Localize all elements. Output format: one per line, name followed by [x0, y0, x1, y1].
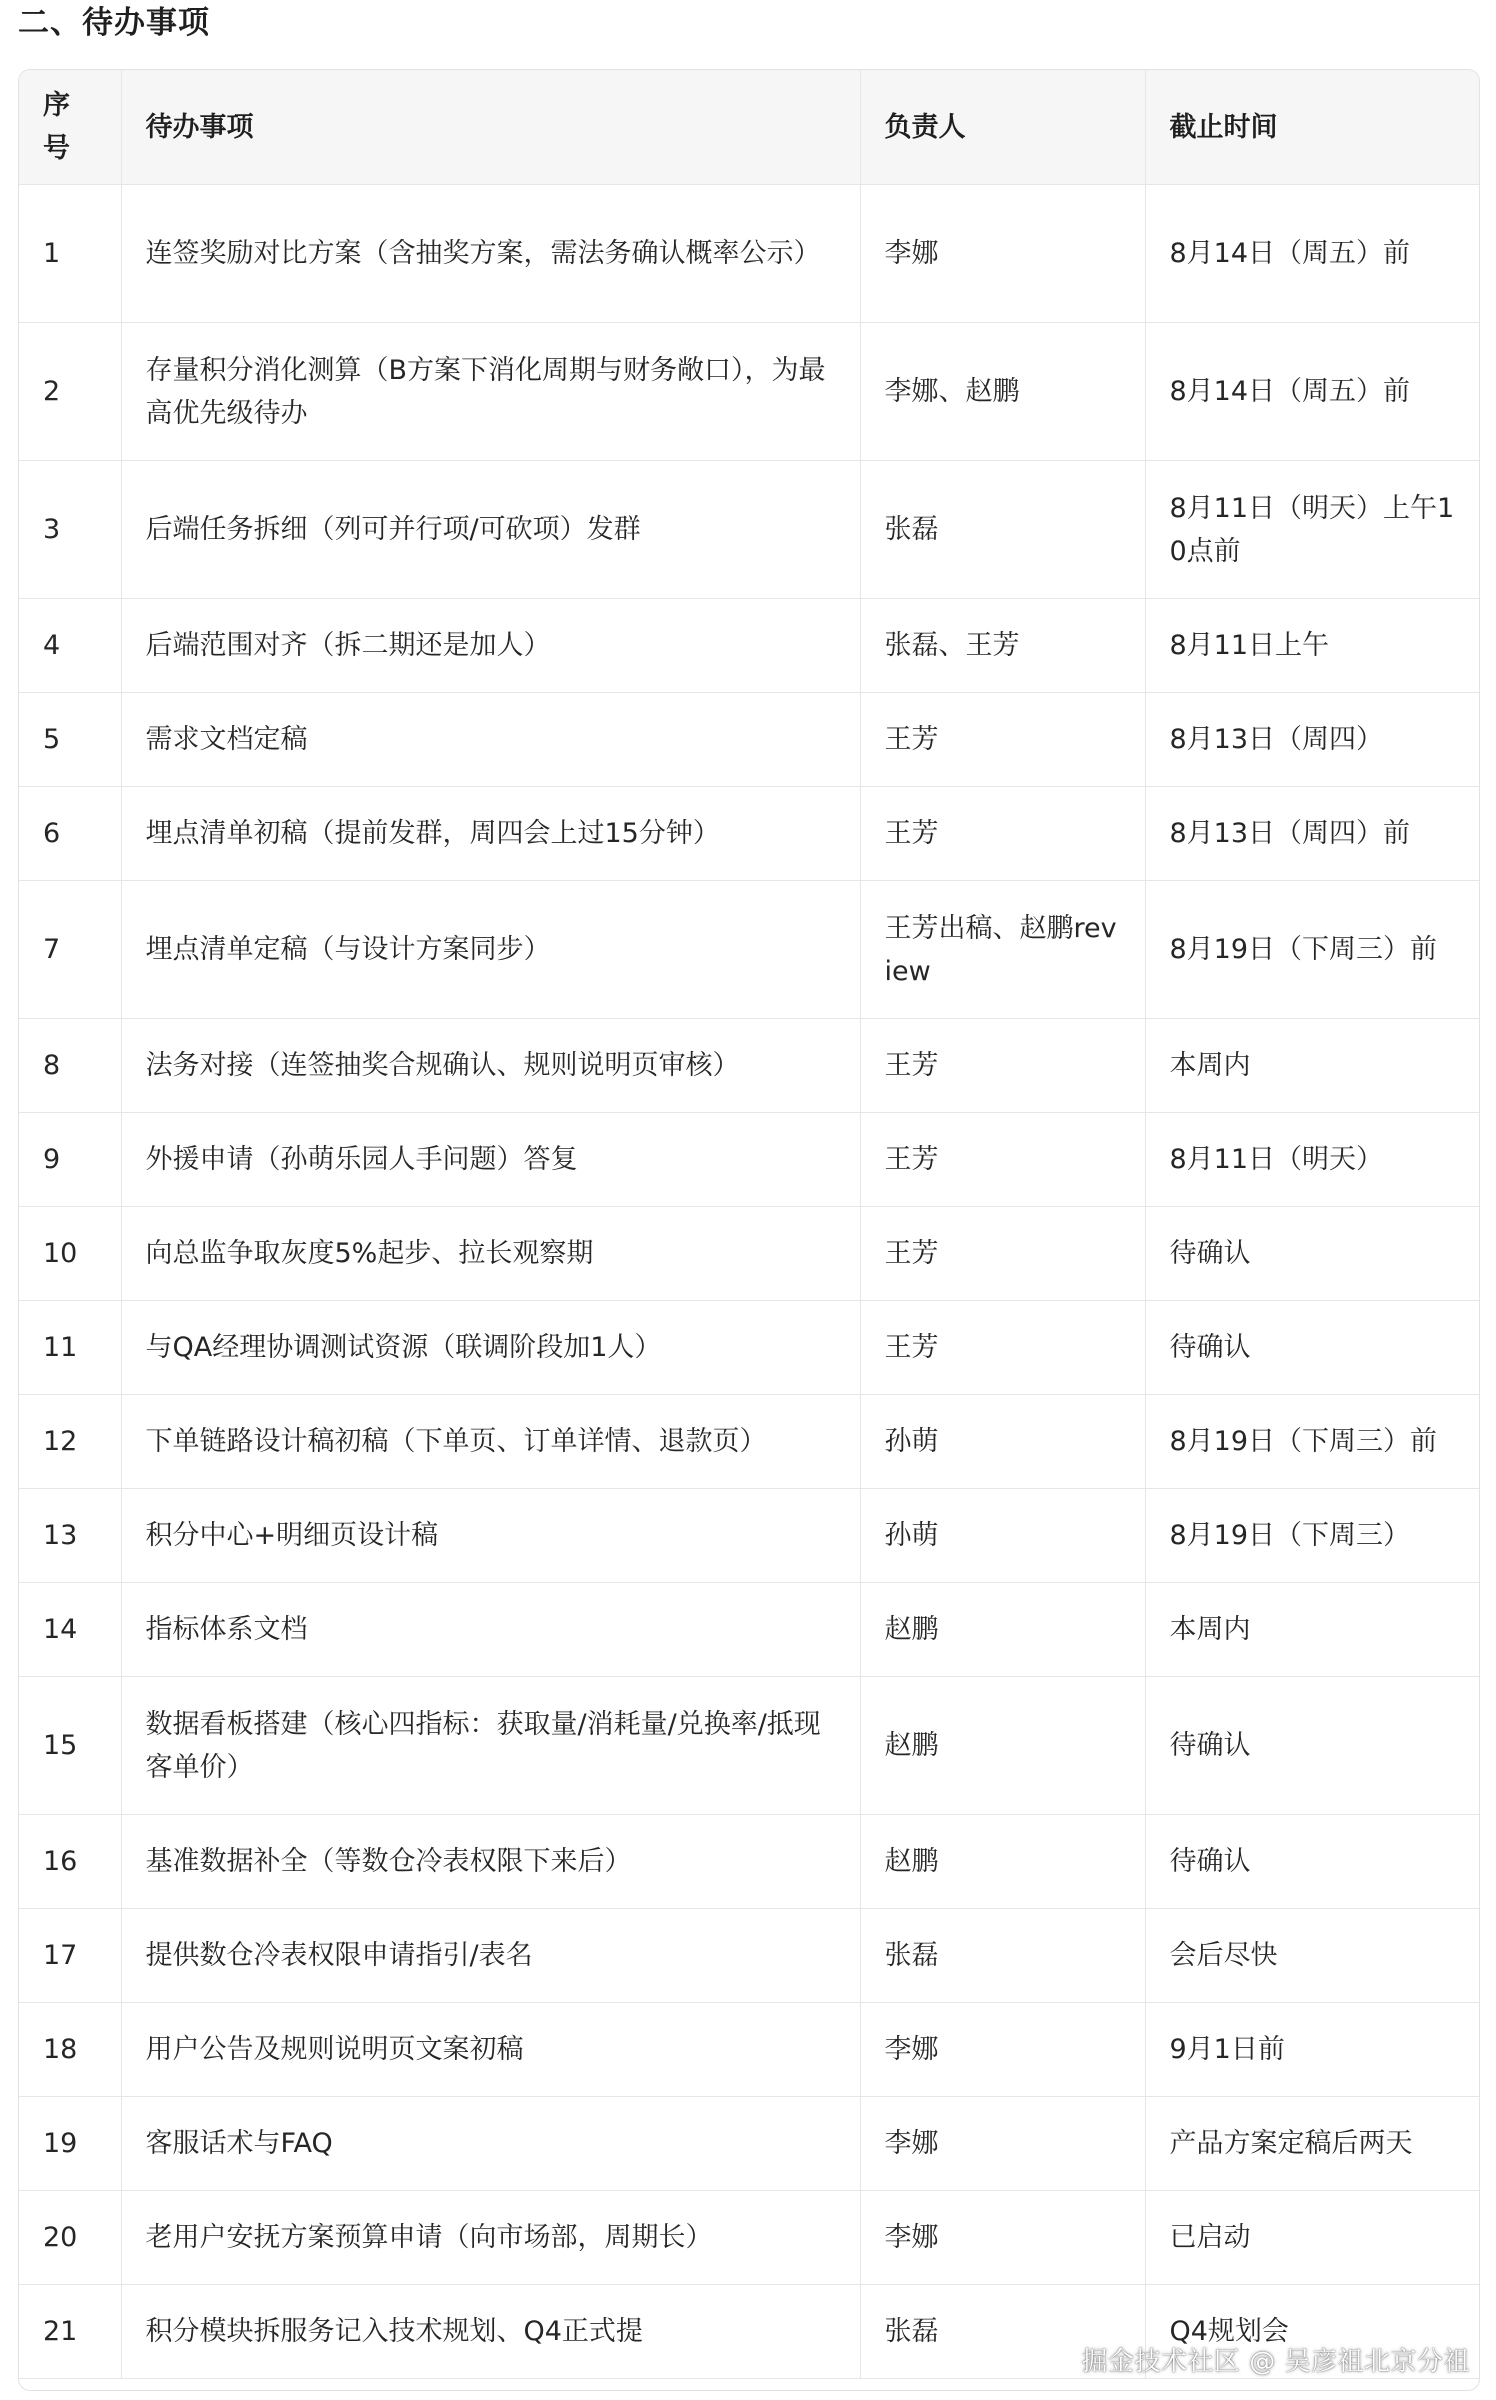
row-item: 存量积分消化测算（B方案下消化周期与财务敞口），为最高优先级待办 [121, 323, 860, 461]
row-owner: 赵鹏 [860, 1677, 1145, 1815]
table-row [19, 693, 1480, 787]
row-item: 后端范围对齐（拆二期还是加人） [121, 599, 860, 693]
row-item: 需求文档定稿 [121, 693, 860, 787]
table-row [19, 787, 1480, 881]
row-owner: 孙萌 [860, 1395, 1145, 1489]
row-item: 下单链路设计稿初稿（下单页、订单详情、退款页） [121, 1395, 860, 1489]
row-owner: 王芳 [860, 1113, 1145, 1207]
row-index: 6 [19, 787, 121, 881]
row-index: 18 [19, 2003, 121, 2097]
row-item: 提供数仓冷表权限申请指引/表名 [121, 1909, 860, 2003]
row-deadline: 8月19日（下周三）前 [1145, 881, 1480, 1019]
row-deadline: 8月19日（下周三）前 [1145, 1395, 1480, 1489]
header-deadline: 截止时间 [1145, 70, 1480, 185]
row-index: 1 [19, 185, 121, 323]
row-owner: 王芳 [860, 1207, 1145, 1301]
table-row [19, 1395, 1480, 1489]
watermark: 掘金技术社区 @ 吴彦祖北京分祖 [1081, 2347, 1470, 2377]
table-row [19, 2097, 1480, 2191]
row-deadline: 待确认 [1145, 1677, 1480, 1815]
row-index: 9 [19, 1113, 121, 1207]
row-index: 20 [19, 2191, 121, 2285]
row-deadline: 8月13日（周四） [1145, 693, 1480, 787]
table-row [19, 185, 1480, 323]
todo-table [19, 70, 1480, 2379]
row-owner: 李娜、赵鹏 [860, 323, 1145, 461]
row-owner: 王芳 [860, 787, 1145, 881]
section-title: 二、待办事项 [18, 5, 210, 41]
row-deadline: Q4规划会 [1145, 2285, 1480, 2379]
row-index: 4 [19, 599, 121, 693]
table-row [19, 1583, 1480, 1677]
row-item: 积分模块拆服务记入技术规划、Q4正式提 [121, 2285, 860, 2379]
row-deadline: 9月1日前 [1145, 2003, 1480, 2097]
header-owner: 负责人 [860, 70, 1145, 185]
todo-table-container [18, 69, 1480, 2391]
row-deadline: 已启动 [1145, 2191, 1480, 2285]
row-item: 与QA经理协调测试资源（联调阶段加1人） [121, 1301, 860, 1395]
row-owner: 王芳出稿、赵鹏review [860, 881, 1145, 1019]
row-deadline: 8月11日（明天）上午10点前 [1145, 461, 1480, 599]
table-row [19, 1113, 1480, 1207]
row-index: 8 [19, 1019, 121, 1113]
row-item: 积分中心+明细页设计稿 [121, 1489, 860, 1583]
row-index: 3 [19, 461, 121, 599]
row-item: 老用户安抚方案预算申请（向市场部，周期长） [121, 2191, 860, 2285]
table-row [19, 1815, 1480, 1909]
row-deadline: 待确认 [1145, 1301, 1480, 1395]
header-item: 待办事项 [121, 70, 860, 185]
row-deadline: 8月14日（周五）前 [1145, 323, 1480, 461]
row-item: 埋点清单初稿（提前发群，周四会上过15分钟） [121, 787, 860, 881]
row-deadline: 产品方案定稿后两天 [1145, 2097, 1480, 2191]
row-owner: 张磊 [860, 461, 1145, 599]
row-deadline: 8月19日（下周三） [1145, 1489, 1480, 1583]
row-index: 19 [19, 2097, 121, 2191]
row-item: 指标体系文档 [121, 1583, 860, 1677]
row-item: 向总监争取灰度5%起步、拉长观察期 [121, 1207, 860, 1301]
row-deadline: 本周内 [1145, 1583, 1480, 1677]
row-index: 5 [19, 693, 121, 787]
table-row [19, 599, 1480, 693]
row-owner: 张磊、王芳 [860, 599, 1145, 693]
table-row [19, 323, 1480, 461]
row-item: 数据看板搭建（核心四指标：获取量/消耗量/兑换率/抵现客单价） [121, 1677, 860, 1815]
row-owner: 赵鹏 [860, 1583, 1145, 1677]
table-row [19, 1677, 1480, 1815]
table-row [19, 1019, 1480, 1113]
table-header-row [19, 70, 1480, 185]
row-deadline: 会后尽快 [1145, 1909, 1480, 2003]
row-owner: 张磊 [860, 1909, 1145, 2003]
row-index: 11 [19, 1301, 121, 1395]
row-item: 基准数据补全（等数仓冷表权限下来后） [121, 1815, 860, 1909]
row-owner: 张磊 [860, 2285, 1145, 2379]
table-row [19, 1207, 1480, 1301]
row-index: 17 [19, 1909, 121, 2003]
row-owner: 李娜 [860, 185, 1145, 323]
row-deadline: 8月11日（明天） [1145, 1113, 1480, 1207]
table-row [19, 1489, 1480, 1583]
row-deadline: 待确认 [1145, 1815, 1480, 1909]
row-owner: 李娜 [860, 2097, 1145, 2191]
row-index: 2 [19, 323, 121, 461]
row-owner: 王芳 [860, 693, 1145, 787]
table-row [19, 1909, 1480, 2003]
row-item: 埋点清单定稿（与设计方案同步） [121, 881, 860, 1019]
row-index: 13 [19, 1489, 121, 1583]
row-owner: 李娜 [860, 2191, 1145, 2285]
header-index: 序号 [19, 70, 121, 185]
row-deadline: 8月14日（周五）前 [1145, 185, 1480, 323]
row-item: 后端任务拆细（列可并行项/可砍项）发群 [121, 461, 860, 599]
table-row [19, 881, 1480, 1019]
row-index: 21 [19, 2285, 121, 2379]
table-row [19, 2003, 1480, 2097]
row-index: 15 [19, 1677, 121, 1815]
row-deadline: 8月11日上午 [1145, 599, 1480, 693]
row-owner: 王芳 [860, 1019, 1145, 1113]
table-row [19, 461, 1480, 599]
row-index: 16 [19, 1815, 121, 1909]
row-deadline: 本周内 [1145, 1019, 1480, 1113]
row-item: 用户公告及规则说明页文案初稿 [121, 2003, 860, 2097]
row-item: 法务对接（连签抽奖合规确认、规则说明页审核） [121, 1019, 860, 1113]
table-row [19, 1301, 1480, 1395]
row-owner: 王芳 [860, 1301, 1145, 1395]
row-item: 客服话术与FAQ [121, 2097, 860, 2191]
row-owner: 赵鹏 [860, 1815, 1145, 1909]
row-deadline: 8月13日（周四）前 [1145, 787, 1480, 881]
row-item: 外援申请（孙萌乐园人手问题）答复 [121, 1113, 860, 1207]
row-index: 7 [19, 881, 121, 1019]
row-owner: 李娜 [860, 2003, 1145, 2097]
row-item: 连签奖励对比方案（含抽奖方案，需法务确认概率公示） [121, 185, 860, 323]
row-deadline: 待确认 [1145, 1207, 1480, 1301]
row-owner: 孙萌 [860, 1489, 1145, 1583]
row-index: 12 [19, 1395, 121, 1489]
row-index: 10 [19, 1207, 121, 1301]
table-row [19, 2191, 1480, 2285]
row-index: 14 [19, 1583, 121, 1677]
